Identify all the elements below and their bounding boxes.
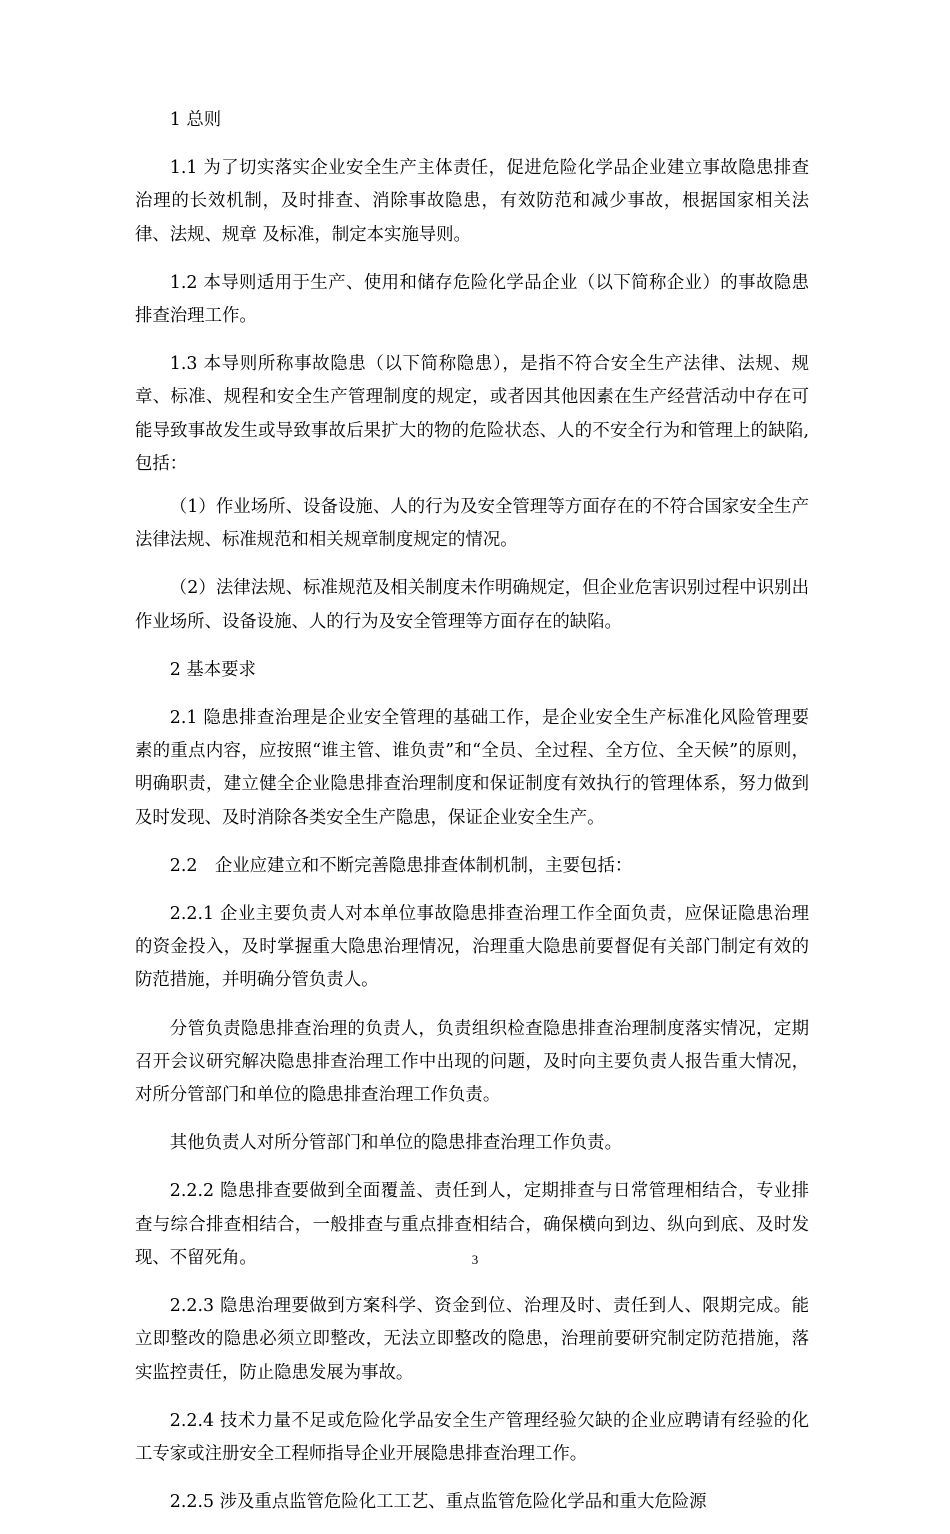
clause-1-1: 1.1 为了切实落实企业安全生产主体责任，促进危险化学品企业建立事故隐患排查治理的长效机制，及时排查、消除事故隐患，有效防范和减少事故，根据国家相关法律、法规、规章 及标准，制定本实施导则。 [135,158,809,245]
clause-2-2: 2.2 企业应建立和不断完善隐患排查体制机制，主要包括： [169,855,633,876]
clause-2-2-1-others: 其他负责人对所分管部门和单位的隐患排查治理工作负责。 [169,1133,622,1154]
clause-2-1: 2.1 隐患排查治理是企业安全管理的基础工作，是企业安全生产标准化风险管理要素的重点内容，应按照“谁主管、谁负责”和“全员、全过程、全方位、全天候”的原则，明确职责，建立健全企业隐患排查治理制度和保证制度有效执行的管理体系，努力做到及时发现、及时消除各类安全生产隐患，保证企业安全生产。 [135,708,809,828]
clause-2-2-4: 2.2.4 技术力量不足或危险化学品安全生产管理经验欠缺的企业应聘请有经验的化工专家或注册安全工程师指导企业开展隐患排查治理工作。 [135,1410,809,1464]
clause-2-2-1-deputy: 分管负责隐患排查治理的负责人，负责组织检查隐患排查治理制度落实情况，定期召开会议研究解决隐患排查治理工作中出现的问题，及时向主要负责人报告重大情况，对所分管部门和单位的隐患排查治理工作负责。 [135,1018,809,1106]
clause-1-2: 1.2 本导则适用于生产、使用和储存危险化学品企业（以下简称企业）的事故隐患排查治理工作。 [135,272,809,327]
section-heading-basic-requirements: 2 基本要求 [169,659,256,680]
clause-1-3-item-2: （2）法律法规、标准规范及相关制度未作明确规定，但企业危害识别过程中识别出作业场所、设备设施、人的行为及安全管理等方面存在的缺陷。 [135,578,809,632]
document-body [135,104,809,1534]
page-number: 3 [471,1252,479,1267]
section-heading-general: 1 总则 [169,110,222,130]
clause-2-2-2: 2.2.2 隐患排查要做到全面覆盖、责任到人，定期排查与日常管理相结合，专业排查与综合排查相结合，一般排查与重点排查相结合，确保横向到边、纵向到底、及时发现、不留死角。 [135,1181,809,1268]
clause-2-2-5: 2.2.5 涉及重点监管危险化工工艺、重点监管危险化学品和重大危险源 [169,1492,707,1513]
clause-1-3: 1.3 本导则所称事故隐患（以下简称隐患），是指不符合安全生产法律、法规、规章、标准、规程和安全生产管理制度的规定，或者因其他因素在生产经营活动中存在可能导致事故发生或导致事故后果扩大的物的危险状态、人的不安全行为和管理上的缺陷,包括： [135,354,809,474]
clause-2-2-3: 2.2.3 隐患治理要做到方案科学、资金到位、治理及时、责任到人、限期完成。能立即整改的隐患必须立即整改，无法立即整改的隐患，治理前要研究制定防范措施，落实监控责任，防止隐患发展为事故。 [135,1296,809,1383]
clause-2-2-1: 2.2.1 企业主要负责人对本单位事故隐患排查治理工作全面负责，应保证隐患治理的资金投入，及时掌握重大隐患治理情况，治理重大隐患前要督促有关部门制定有效的防范措施，并明确分管负责人。 [135,904,809,991]
clause-1-3-item-1: （1）作业场所、设备设施、人的行为及安全管理等方面存在的不符合国家安全生产法律法规、标准规范和相关规章制度规定的情况。 [135,497,809,551]
